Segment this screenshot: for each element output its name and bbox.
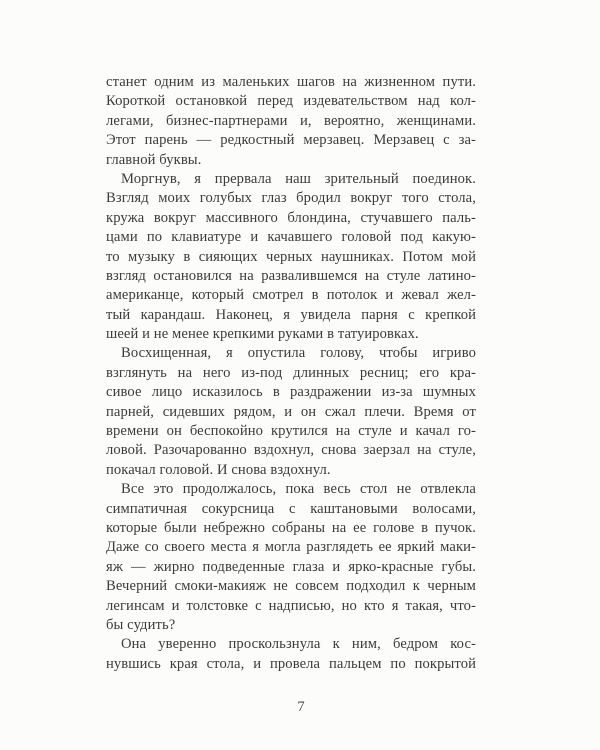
text-line: цами по клавиатуре и качавшего головой под какую- xyxy=(106,229,476,246)
text-line: Этот парень — редкостный мерзавец. Мерзавец с за- xyxy=(106,132,476,149)
text-line: яж — жирно подведенные глаза и ярко-красные губы. xyxy=(106,558,476,575)
text-line: станет одним из маленьких шагов на жизненном пути. xyxy=(106,74,476,90)
text-line: взгляд остановился на развалившемся на стуле латино- xyxy=(106,267,476,284)
text-line: нувшись края стола, и провела пальцем по покрытой xyxy=(106,655,476,672)
text-line: Моргнув, я прервала наш зрительный поединок. xyxy=(121,170,476,187)
text-line: ловой. Разочарованно вздохнул, снова заерзал на стуле, xyxy=(106,442,476,459)
page-text xyxy=(106,73,476,674)
text-line: то музыку в сияющих черных наушниках. Потом мой xyxy=(106,248,476,265)
text-line: Она уверенно проскользнула к ним, бедром кос- xyxy=(121,636,476,653)
text-line: легами, бизнес-партнерами и, вероятно, женщинами. xyxy=(106,112,476,129)
text-line: Вечерний смоки-макияж не совсем подходил к черным xyxy=(106,578,476,595)
text-line: кружа вокруг массивного блондина, стучавшего паль- xyxy=(106,209,476,226)
text-line: сивое лицо исказилось в раздражении из-за шумных xyxy=(106,384,476,401)
text-line: Все это продолжалось, пока весь стол не отвлекла xyxy=(121,481,476,498)
text-line: Короткой остановкой перед издевательством над кол- xyxy=(106,93,476,110)
text-line: парней, сидевших рядом, и он сжал плечи. Время от xyxy=(106,403,476,420)
text-line: тый карандаш. Наконец, я увидела парня с крепкой xyxy=(106,306,476,323)
text-line: которые были небрежно собраны на ее голове в пучок. xyxy=(106,519,476,536)
text-line: шеей и не менее крепкими руками в татуировках. xyxy=(106,326,419,343)
text-line: Восхищенная, я опустила голову, чтобы игриво xyxy=(121,345,476,362)
text-line: времени он беспокойно крутился на стуле и качал го- xyxy=(106,423,476,440)
text-line: взглянуть на него из-под длинных ресниц; его кра- xyxy=(106,364,476,381)
text-line: Взгляд моих голубых глаз бродил вокруг того стола, xyxy=(106,190,476,207)
page-number: 7 xyxy=(297,699,305,715)
text-line: американце, который смотрел в потолок и жевал жел- xyxy=(106,287,476,304)
text-line: главной буквы. xyxy=(106,151,202,168)
text-line: покачал головой. И снова вздохнул. xyxy=(106,461,331,478)
text-line: легинсам и толстовке с надписью, но кто я такая, что- xyxy=(106,597,476,614)
text-line: Даже со своего места я могла разглядеть ее яркий маки- xyxy=(106,539,476,556)
text-line: симпатичная сокурсница с каштановыми волосами, xyxy=(106,500,476,517)
text-line: бы судить? xyxy=(106,616,176,633)
